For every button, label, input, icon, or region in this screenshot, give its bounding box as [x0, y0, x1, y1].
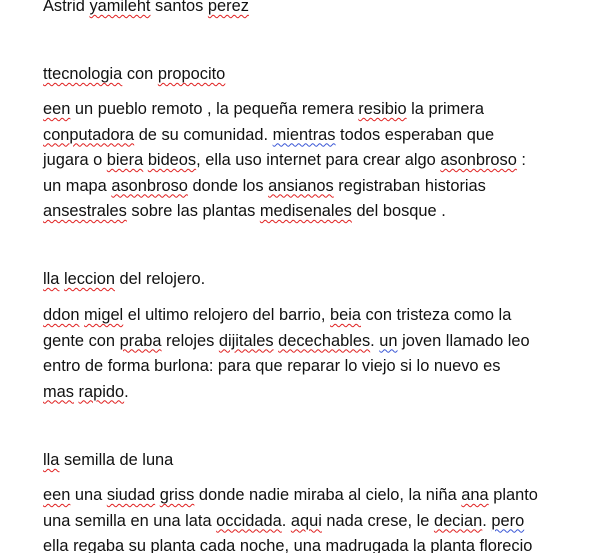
- story-title-1: ttecnologia con propocito: [43, 65, 226, 83]
- story-2-line-1: ddon migel el ultimo relojero del barrio, beia con tristeza como la: [43, 306, 512, 324]
- story-2-line-3: entro de forma burlona: para que reparar lo viejo si lo nuevo es: [43, 357, 501, 375]
- misspelled-word[interactable]: lla: [43, 270, 60, 288]
- misspelled-word[interactable]: ansianos: [268, 176, 334, 195]
- misspelled-word[interactable]: yamileht: [89, 0, 151, 15]
- misspelled-word[interactable]: perez: [207, 0, 249, 15]
- misspelled-word[interactable]: dijitales: [218, 331, 274, 350]
- misspelled-word[interactable]: asonbroso: [111, 176, 188, 195]
- misspelled-word[interactable]: asonbroso: [440, 151, 517, 169]
- misspelled-word[interactable]: rapido: [78, 382, 125, 401]
- misspelled-word[interactable]: mas: [43, 382, 74, 401]
- misspelled-word[interactable]: decian: [433, 511, 483, 530]
- misspelled-word[interactable]: leccion: [63, 270, 115, 288]
- misspelled-word[interactable]: ana: [461, 486, 489, 504]
- misspelled-word[interactable]: medisenales: [259, 202, 352, 220]
- misspelled-word[interactable]: een: [43, 486, 71, 504]
- story-2-line-4: mas rapido.: [43, 382, 129, 401]
- misspelled-word[interactable]: resibio: [358, 100, 407, 118]
- misspelled-word[interactable]: propocito: [157, 65, 226, 83]
- author-name: Astrid yamileht santos perez: [43, 0, 583, 20]
- misspelled-word[interactable]: madrugada: [325, 537, 409, 553]
- misspelled-word[interactable]: conputadora: [43, 125, 135, 144]
- misspelled-word[interactable]: beia: [330, 306, 361, 324]
- misspelled-word[interactable]: decechables: [278, 331, 371, 350]
- grammar-flagged-word[interactable]: mientras: [272, 125, 336, 144]
- story-1-line-2: conputadora de su comunidad. mientras todos esperaban que: [43, 125, 495, 144]
- story-title-2: lla leccion del relojero.: [43, 270, 206, 288]
- story-2-line-2: gente con praba relojes dijitales decechables. un joven llamado leo: [43, 331, 530, 350]
- story-3-line-1: een una siudad griss donde nadie miraba al cielo, la niña ana planto: [43, 486, 538, 504]
- misspelled-word[interactable]: siudad: [106, 486, 156, 504]
- misspelled-word[interactable]: bideos: [147, 151, 197, 169]
- story-1-line-1: een un pueblo remoto , la pequeña remera resibio la primera: [43, 100, 485, 118]
- misspelled-word[interactable]: occidada: [216, 511, 282, 530]
- story-1-line-5: ansestrales sobre las plantas medisenales del bosque .: [43, 202, 446, 220]
- misspelled-word[interactable]: migel: [84, 306, 124, 324]
- misspelled-word[interactable]: regaba: [73, 537, 125, 553]
- story-title-3: lla semilla de luna: [43, 451, 174, 469]
- misspelled-word[interactable]: griss: [159, 486, 195, 504]
- misspelled-word[interactable]: praba: [119, 331, 162, 350]
- misspelled-word[interactable]: ansestrales: [43, 202, 127, 220]
- misspelled-word[interactable]: biera: [106, 151, 144, 169]
- story-1-line-4: un mapa asonbroso donde los ansianos registraban historias: [43, 176, 486, 195]
- grammar-flagged-word[interactable]: un: [379, 331, 398, 350]
- grammar-flagged-word[interactable]: pero: [491, 511, 525, 530]
- misspelled-word[interactable]: florecio: [479, 537, 533, 553]
- misspelled-word[interactable]: aqui: [290, 511, 322, 530]
- misspelled-word[interactable]: ttecnologia: [43, 65, 123, 83]
- misspelled-word[interactable]: een: [43, 100, 71, 118]
- misspelled-word[interactable]: lla: [43, 451, 60, 469]
- story-3-line-3: ella regaba su planta cada noche, una madrugada la planta florecio: [43, 537, 533, 553]
- misspelled-word[interactable]: ddon: [43, 306, 80, 324]
- story-1-line-3: jugara o biera bideos, ella uso internet para crear algo asonbroso :: [43, 151, 526, 169]
- story-3-line-2: una semilla en una lata occidada. aqui nada crese, le decian. pero: [43, 511, 525, 530]
